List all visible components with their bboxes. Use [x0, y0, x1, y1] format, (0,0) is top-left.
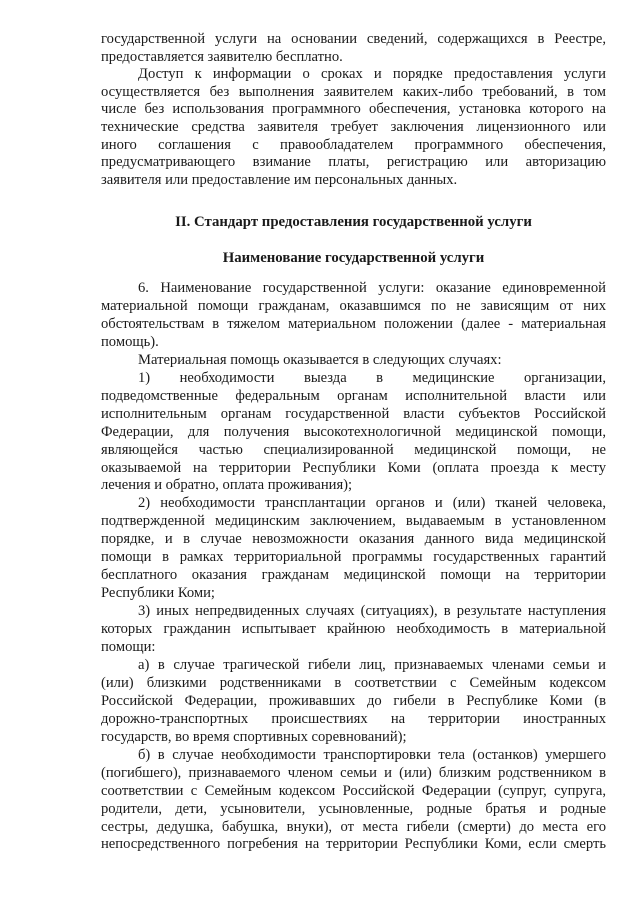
text-line: Российской Федерации, проживавших до гибели в Республике Коми (в	[101, 692, 606, 709]
text-line: дорожно-транспортных происшествиях на территории иностранных	[101, 710, 606, 727]
text-line: осуществляется без выполнения заявителем каких-либо требований, в том	[101, 83, 606, 100]
text-line: являющейся частью специализированной медицинской помощи, не	[101, 441, 606, 458]
text-line: непосредственного погребения на территории Республики Коми, если смерть	[101, 836, 606, 853]
text-line: Республики Коми;	[101, 585, 215, 602]
text-line: технические средства заявителя требует заключения лицензионного или	[101, 119, 606, 135]
text-line: 6. Наименование государственной услуги: оказание единовременной	[138, 280, 606, 296]
text-line: подведомственные федеральным органам исполнительной власти или	[101, 387, 606, 404]
text-line: предусматривающего взимание платы, регистрацию или авторизацию	[101, 154, 606, 171]
text-line: бесплатного оказания гражданам медицинской помощи на территории	[101, 567, 606, 584]
text-line: материальной помощи гражданам, оказавшимся по не зависящим от них	[101, 297, 606, 314]
text-line: помощи в рамках территориальной программы государственных гарантий	[101, 549, 606, 566]
text-line: исполнительным органам государственной власти субъектов Российской	[101, 405, 606, 422]
text-line: лечения и обратно, оплата проживания);	[101, 477, 353, 494]
text-line: а) в случае трагической гибели лиц, признаваемых членами семьи и	[138, 656, 606, 673]
text-line: помощь).	[101, 333, 159, 350]
text-line: числе без использования программного обеспечения, установка которого на	[101, 101, 606, 118]
text-line: (или) близкими родственниками в соответствии с Семейным кодексом	[101, 674, 606, 691]
text-line: оказываемой на территории Республики Коми (оплата проезда к месту	[101, 459, 606, 476]
text-line: 3) иных непредвиденных случаях (ситуациях), в результате наступления	[138, 603, 606, 620]
text-line: соответствии с Семейным кодексом Российской Федерации (супруг, супруга,	[101, 782, 606, 799]
text-line: Доступ к информации о сроках и порядке предоставления услуги	[138, 66, 606, 83]
section-title: II. Стандарт предоставления государственной услуги	[175, 214, 532, 230]
text-line: (погибшего), признаваемого членом семьи и (или) близким родственником в	[101, 764, 606, 781]
text-line: порядке, и в случае невозможности оказания данного вида медицинской	[101, 531, 606, 548]
text-line: родители, дети, усыновители, усыновленные, родные братья и родные	[101, 800, 606, 817]
text-line: Федерации, для получения высокотехнологичной медицинской помощи,	[101, 423, 606, 440]
text-line: 2) необходимости трансплантации органов и (или) тканей человека,	[138, 495, 606, 512]
text-line: подтвержденной медицинским заключением, выдаваемым в установленном	[101, 513, 606, 530]
text-line: б) в случае необходимости транспортировки тела (останков) умершего	[138, 746, 606, 763]
text-line: помощи:	[101, 639, 156, 655]
text-line: обстоятельствам в тяжелом материальном положении (далее - материальная	[101, 315, 606, 332]
text-line: сестры, дедушка, бабушка, внуки), от места гибели (смерти) до места его	[101, 818, 606, 835]
text-line: государственной услуги на основании сведений, содержащихся в Реестре,	[101, 31, 606, 47]
subsection-title: Наименование государственной услуги	[222, 250, 485, 266]
text-line: заявителя или предоставление им персональных данных.	[101, 171, 458, 188]
text-line: 1) необходимости выезда в медицинские организации,	[138, 369, 606, 386]
text-line: государств, во время спортивных соревнований);	[101, 728, 407, 745]
text-line: которых гражданин испытывает крайнюю необходимость в материальной	[101, 621, 606, 638]
text-line: предоставляется заявителю бесплатно.	[101, 48, 343, 65]
text-line: иного соглашения с правообладателем программного обеспечения,	[101, 136, 606, 153]
text-line: Материальная помощь оказывается в следующих случаях:	[138, 351, 502, 368]
